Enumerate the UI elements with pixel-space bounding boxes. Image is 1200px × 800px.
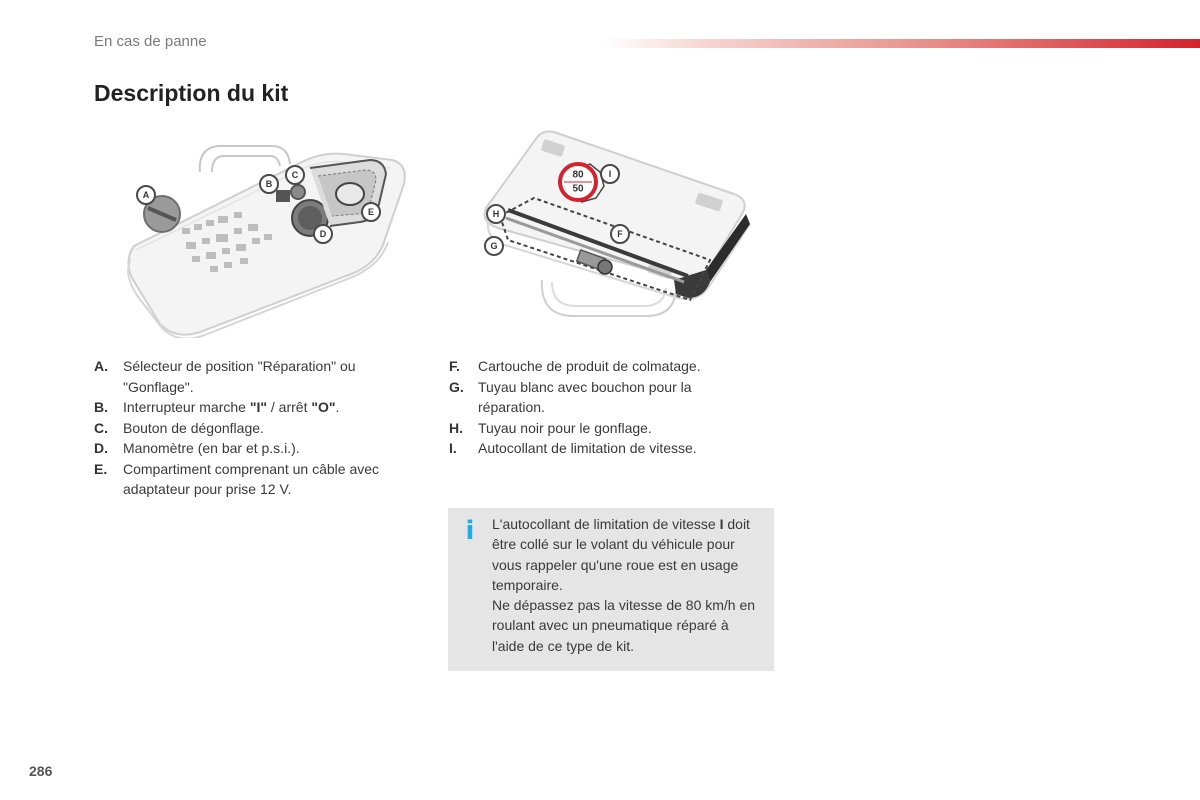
legend-text: Autocollant de limitation de vitesse. [478, 440, 697, 456]
compressor-illustration [122, 138, 414, 338]
section-label: En cas de panne [94, 33, 207, 50]
legend-item-f [449, 356, 749, 377]
legend-text: Cartouche de produit de colmatage. [478, 358, 701, 374]
svg-text:I: I [608, 169, 612, 179]
legend-text: Manomètre (en bar et p.s.i.). [123, 440, 300, 456]
legend-right [449, 356, 749, 459]
legend-key: C. [94, 419, 108, 436]
kit-underside-illustration [478, 130, 754, 320]
callout-e [362, 203, 380, 221]
callout-i [601, 165, 619, 183]
legend-key: D. [94, 440, 108, 456]
legend-text: Compartiment comprenant un câble avec adaptateur pour prise 12 V. [123, 460, 380, 497]
legend-item-i [449, 438, 749, 459]
svg-text:D: D [319, 229, 327, 239]
svg-text:F: F [617, 229, 623, 239]
svg-text:G: G [490, 241, 498, 251]
legend-item-e [94, 459, 414, 500]
legend-key: A. [94, 358, 108, 374]
info-box [448, 508, 774, 671]
svg-text:50: 50 [572, 183, 584, 195]
callout-f [611, 225, 629, 243]
legend-left [94, 356, 414, 500]
legend-text: Bouton de dégonflage. [123, 419, 264, 436]
info-paragraph-2: Ne dépassez pas la vitesse de 80 km/h en roulant avec un pneumatique réparé à l'aide de ce type de kit. [492, 597, 756, 654]
svg-text:C: C [291, 170, 299, 180]
legend-key: E. [94, 460, 108, 477]
legend-text: Sélecteur de position "Réparation" ou "Gonflage". [123, 358, 356, 395]
svg-text:H: H [492, 209, 500, 219]
callout-c [286, 166, 304, 184]
page-number: 286 [29, 763, 53, 779]
svg-text:A: A [142, 190, 150, 200]
legend-key: G. [449, 378, 464, 395]
page-title: Description du kit [94, 80, 289, 106]
header-accent-bar [604, 39, 1200, 48]
callout-d [314, 225, 332, 243]
callout-a [137, 186, 155, 204]
info-icon: i [465, 516, 475, 546]
legend-item-h [449, 418, 749, 439]
svg-text:E: E [367, 207, 375, 217]
callout-h [487, 205, 505, 223]
legend-text: Tuyau blanc avec bouchon pour la réparation. [478, 378, 692, 415]
callout-b [260, 175, 278, 193]
legend-item-a [94, 356, 414, 397]
legend-text: Tuyau noir pour le gonflage. [478, 419, 652, 436]
legend-key: F. [449, 358, 460, 374]
legend-text: Interrupteur marche "I" / arrêt "O". [123, 399, 340, 415]
legend-item-d [94, 438, 414, 459]
legend-item-c [94, 418, 414, 439]
svg-text:80: 80 [572, 169, 584, 181]
legend-key: I. [449, 440, 457, 456]
legend-key: B. [94, 399, 108, 415]
info-text [492, 514, 764, 656]
svg-text:B: B [265, 179, 273, 189]
legend-item-g [449, 377, 749, 418]
callout-g [485, 237, 503, 255]
info-paragraph-1: L'autocollant de limitation de vitesse I doit être collé sur le volant du véhicule pour vous rappeler qu'une roue est en usage temporaire. [492, 516, 750, 593]
legend-key: H. [449, 419, 463, 436]
legend-item-b [94, 397, 414, 418]
